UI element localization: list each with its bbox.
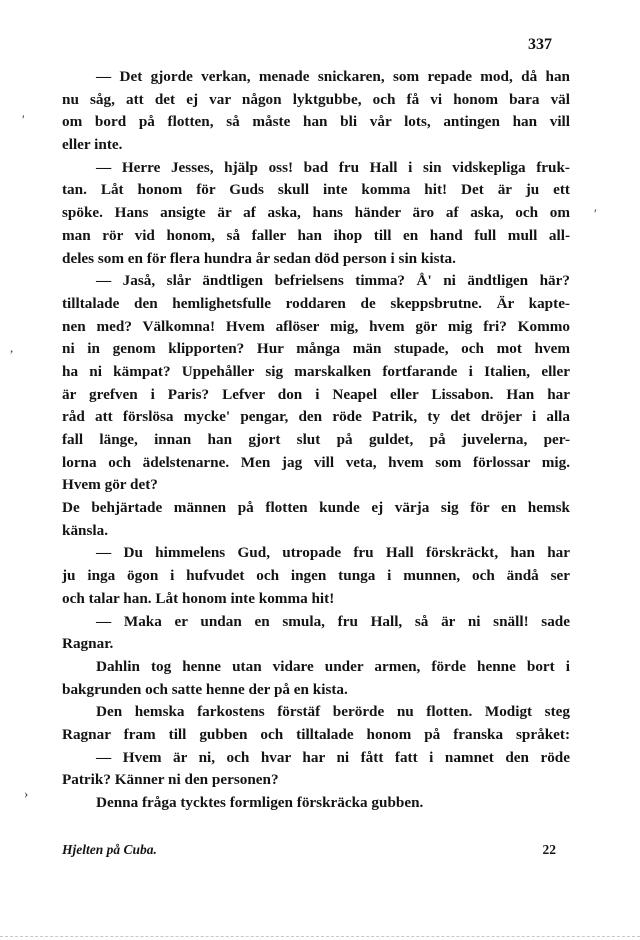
text-line: — Herre Jesses, hjälp oss! bad fru Hall i sin vidskepliga fruk- <box>96 158 570 176</box>
text-line: Patrik? Känner ni den personen? <box>62 771 279 789</box>
text-line: — Hvem är ni, och hvar har ni fått fatt i namnet den röde <box>96 748 570 766</box>
text-line: nen med? Välkomna! Hvem aflöser mig, hvem gör mig fri? Kommo <box>62 317 570 335</box>
text-line: fall länge, innan han gjort slut på guldet, på juvelerna, per- <box>62 431 570 448</box>
text-line: deles som en för flera hundra år sedan död person i sin kista. <box>62 249 456 267</box>
text-line: ha ni kämpat? Uppehåller sig marskalken fortfarande i Italien, eller <box>62 362 570 380</box>
text-line: ni in genom klipporten? Hur många män stupade, och mot hvem <box>62 340 570 358</box>
text-line: bakgrunden och satte henne der på en kista. <box>62 680 348 698</box>
text-line: nu såg, att det ej var någon lyktgubbe, och få vi honom bara väl <box>62 90 570 108</box>
text-line: Ragnar. <box>62 635 114 653</box>
text-line: Denna fråga tycktes formligen förskräcka gubben. <box>96 794 424 811</box>
text-line: eller inte. <box>62 136 123 154</box>
text-line: Dahlin tog henne utan vidare under armen, förde henne bort i <box>96 657 570 675</box>
text-line: Ragnar fram till gubben och tilltalade honom på franska språket: <box>62 725 570 743</box>
text-line: känsla. <box>62 521 109 539</box>
text-line: — Jaså, slår ändtligen befrielsens timma? Å' ni ändtligen här? <box>96 272 570 290</box>
text-line: man rör vid honom, så faller han ihop till en hand full mull all- <box>62 226 570 244</box>
margin-mark: ′ <box>22 112 25 127</box>
text-line: lorna och ädelstenarne. Men jag vill veta, hvem som förlossar mig. <box>62 453 570 471</box>
footer <box>62 842 556 858</box>
body-text <box>62 66 570 815</box>
text-line: råd att förslösa mycke' pengar, den röde Patrik, ty det dröjer i alla <box>62 408 570 426</box>
text-line: Den hemska farkostens förstäf berörde nu flotten. Modigt steg <box>96 703 570 721</box>
text-line: och talar han. Låt honom inte komma hit! <box>62 589 335 607</box>
text-line: — Du himmelens Gud, utropade fru Hall förskräckt, han har <box>96 544 570 562</box>
margin-mark: › <box>24 786 29 801</box>
scan-edge <box>0 936 640 937</box>
text-line: Hvem gör det? <box>62 476 158 494</box>
text-line: spöke. Hans ansigte är af aska, hans händer äro af aska, och om <box>62 204 570 222</box>
text-line: tan. Låt honom för Guds skull inte komma hit! Det är ju ett <box>62 181 570 199</box>
margin-mark: ′ <box>594 206 597 221</box>
page-number: 337 <box>528 36 552 53</box>
text-line: ju inga ögon i hufvudet och ingen tunga i munnen, och ändå ser <box>62 567 570 585</box>
text-line: — Det gjorde verkan, menade snickaren, som repade mod, då han <box>96 68 570 85</box>
text-line: om bord på flotten, så måste han bli vår lots, antingen han vill <box>62 113 570 131</box>
text-line: De behjärtade männen på flotten kunde ej värja sig för en hemsk <box>62 499 570 517</box>
footer-book-title: Hjelten på Cuba. <box>62 842 157 857</box>
text-line: — Maka er undan en smula, fru Hall, så är ni snäll! sade <box>96 612 570 630</box>
margin-mark: , <box>10 340 14 355</box>
footer-signature-mark: 22 <box>542 842 556 857</box>
text-line: tilltalade den hemlighetsfulle roddaren de skeppsbrutne. Är kapte- <box>62 294 570 312</box>
text-line: är grefven i Paris? Lefver don i Neapel eller Lissabon. Han har <box>62 385 570 403</box>
